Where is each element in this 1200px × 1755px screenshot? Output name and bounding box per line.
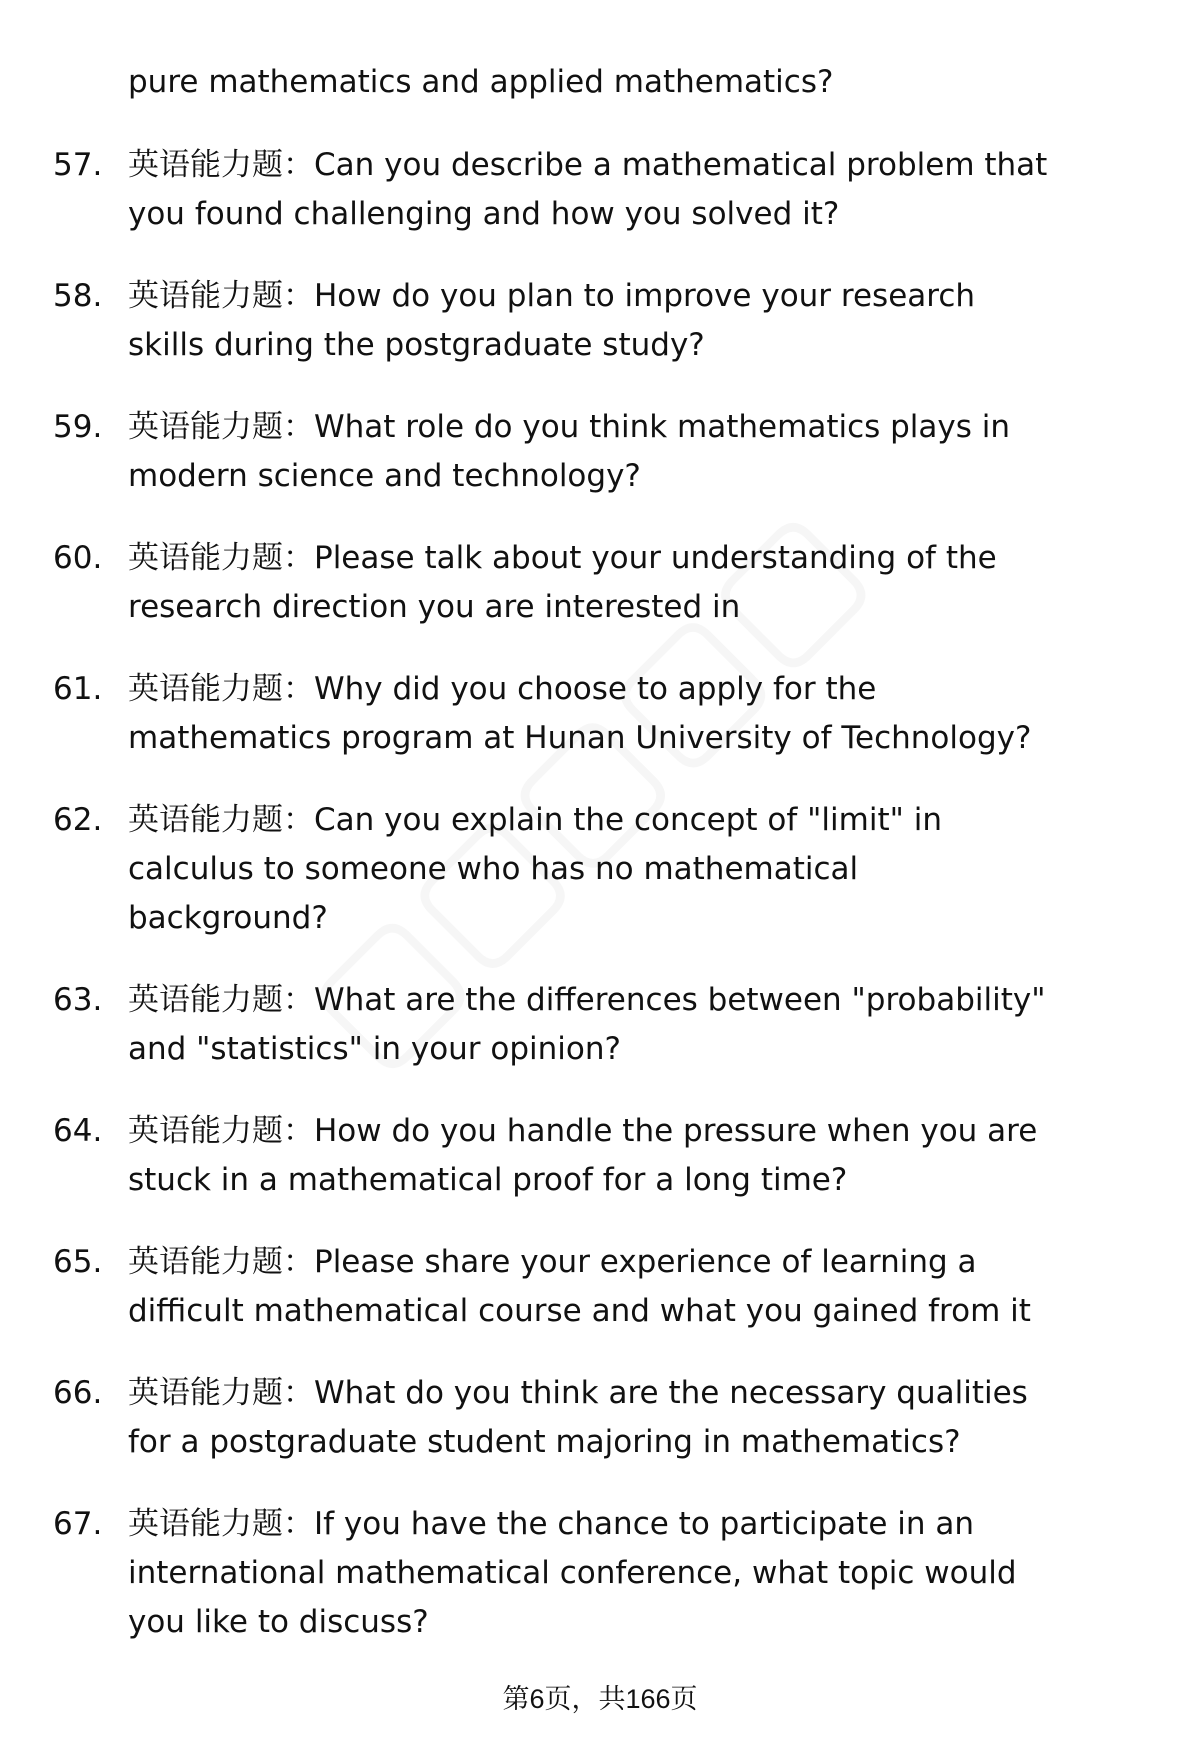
question-text-line: 英语能力题：How do you plan to improve your research [128, 278, 976, 314]
question-item [0, 1107, 1200, 1205]
question-text-line: international mathematical conference, what topic would [128, 1555, 1017, 1591]
question-text-line: calculus to someone who has no mathematical [128, 851, 859, 887]
question-item [0, 534, 1200, 632]
question-text-line: you like to discuss? [128, 1604, 429, 1640]
question-number: 65. [53, 1244, 103, 1280]
question-item [0, 976, 1200, 1074]
question-text-line: 英语能力题：Please share your experience of learning a [128, 1244, 977, 1280]
question-text-line: stuck in a mathematical proof for a long time? [128, 1162, 848, 1198]
question-text-line: 英语能力题：What role do you think mathematics plays in [128, 409, 1011, 445]
question-text-line: mathematics program at Hunan University of Technology? [128, 720, 1032, 756]
question-item [0, 1369, 1200, 1467]
question-number: 63. [53, 982, 103, 1018]
question-item [0, 796, 1200, 943]
question-number: 61. [53, 671, 103, 707]
question-number: 64. [53, 1113, 103, 1149]
page-footer: 第6页，共166页 [502, 1684, 698, 1714]
question-text-line: and "statistics" in your opinion? [128, 1031, 621, 1067]
question-number: 67. [53, 1506, 103, 1542]
question-number: 57. [53, 147, 103, 183]
continuation-text: pure mathematics and applied mathematics? [128, 64, 834, 100]
question-text-line: for a postgraduate student majoring in mathematics? [128, 1424, 961, 1460]
question-text-line: 英语能力题：Can you explain the concept of "limit" in [128, 802, 942, 838]
question-text-line: 英语能力题：If you have the chance to participate in an [128, 1506, 975, 1542]
question-text-line: 英语能力题：What do you think are the necessary qualities [128, 1375, 1028, 1411]
question-text-line: background? [128, 900, 328, 936]
question-number: 58. [53, 278, 103, 314]
question-number: 60. [53, 540, 103, 576]
question-text-line: modern science and technology? [128, 458, 641, 494]
question-list [0, 58, 1200, 1680]
question-text-line: skills during the postgraduate study? [128, 327, 705, 363]
question-item [0, 1500, 1200, 1647]
question-item [0, 403, 1200, 501]
question-text-line: difficult mathematical course and what you gained from it [128, 1293, 1031, 1329]
question-text-line: 英语能力题：Can you describe a mathematical problem that [128, 147, 1048, 183]
question-item [0, 1238, 1200, 1336]
question-item [0, 272, 1200, 370]
question-text-line: 英语能力题：Why did you choose to apply for the [128, 671, 877, 707]
question-text-line: research direction you are interested in [128, 589, 741, 625]
question-number: 66. [53, 1375, 103, 1411]
question-text-line: 英语能力题：How do you handle the pressure when you are [128, 1113, 1038, 1149]
question-number: 62. [53, 802, 103, 838]
question-item [0, 665, 1200, 763]
question-text-line: 英语能力题：Please talk about your understanding of the [128, 540, 997, 576]
question-item [0, 141, 1200, 239]
question-text-line: you found challenging and how you solved it? [128, 196, 840, 232]
question-number: 59. [53, 409, 103, 445]
question-text-line: 英语能力题：What are the differences between "probability" [128, 982, 1046, 1018]
